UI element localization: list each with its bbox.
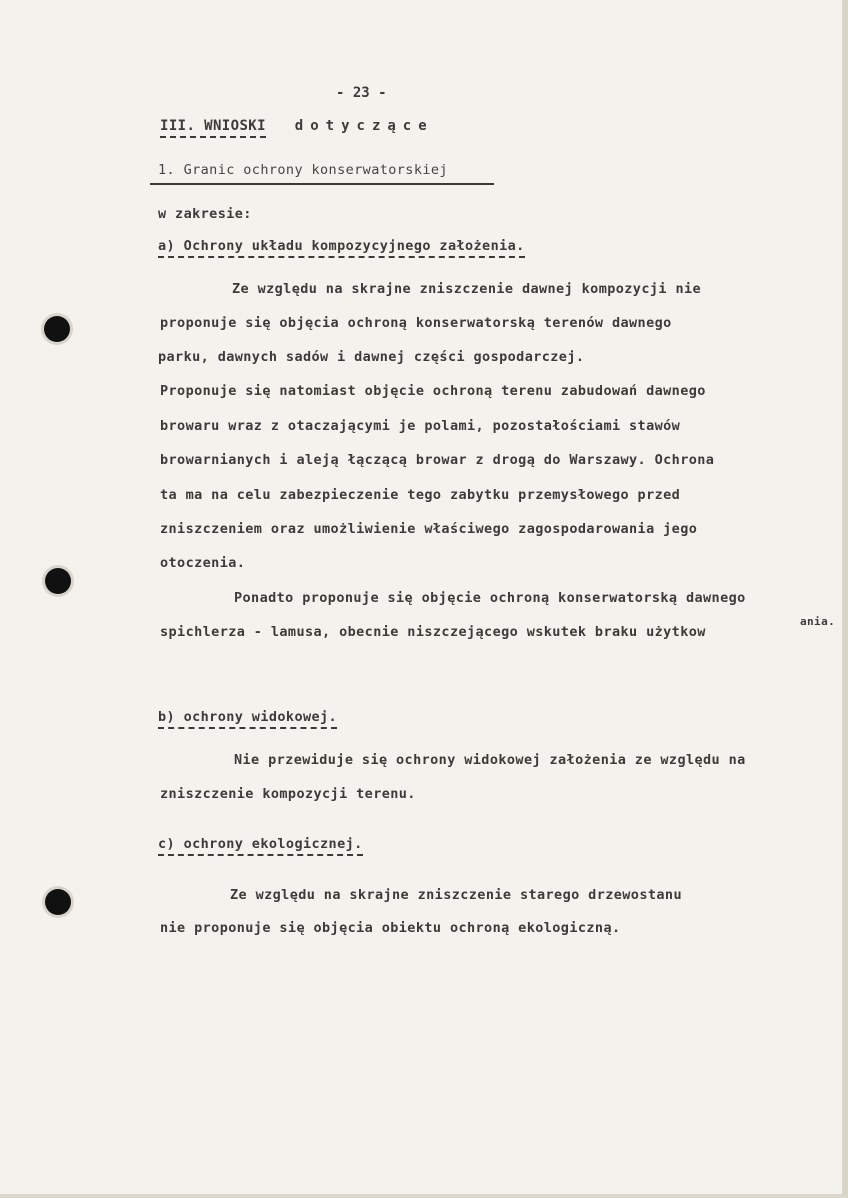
body-line: Nie przewiduje się ochrony widokowej założenia ze względu na — [234, 752, 746, 768]
body-line: zniszczeniem oraz umożliwienie właściwego zagospodarowania jego — [160, 521, 698, 537]
section-b-title: b) ochrony widokowej. — [158, 709, 337, 725]
body-line: browaru wraz z otaczającymi je polami, pozostałościami stawów — [160, 418, 681, 434]
body-line: browarnianych i aleją łączącą browar z drogą do Warszawy. Ochrona — [160, 452, 715, 468]
body-line: parku, dawnych sadów i dawnej części gospodarczej. — [158, 349, 585, 365]
body-line: Ze względu na skrajne zniszczenie dawnej kompozycji nie — [232, 281, 702, 297]
body-line-overtyped-ending: ania. — [800, 615, 836, 628]
section-c-title: c) ochrony ekologicznej. — [158, 836, 363, 852]
body-line: proponuje się objęcia ochroną konserwatorską terenów dawnego — [160, 315, 672, 331]
body-line: spichlerza - lamusa, obecnie niszczejącego wskutek braku użytkow — [160, 624, 706, 640]
scope-label: w zakresie: — [158, 206, 252, 222]
punch-hole — [44, 316, 70, 342]
body-line: otoczenia. — [160, 555, 246, 571]
chapter-heading — [160, 118, 434, 134]
chapter-heading-subject: dotyczące — [294, 118, 434, 134]
punch-hole — [45, 568, 71, 594]
body-line: Ze względu na skrajne zniszczenie starego drzewostanu — [230, 887, 682, 903]
punch-hole — [45, 889, 71, 915]
section-a-title: a) Ochrony układu kompozycyjnego założenia. — [158, 238, 525, 254]
body-line: zniszczenie kompozycji terenu. — [160, 786, 416, 802]
body-line: Proponuje się natomiast objęcie ochroną terenu zabudowań dawnego — [160, 383, 706, 399]
body-line: nie proponuje się objęcia obiektu ochroną ekologiczną. — [160, 920, 621, 936]
subheading-underline — [150, 183, 494, 185]
section-subheading: 1. Granic ochrony konserwatorskiej — [158, 162, 448, 178]
page-number: - 23 - — [336, 85, 387, 101]
chapter-heading-label: III. WNIOSKI — [160, 118, 266, 138]
body-line: Ponadto proponuje się objęcie ochroną konserwatorską dawnego — [234, 590, 746, 606]
body-line: ta ma na celu zabezpieczenie tego zabytku przemysłowego przed — [160, 487, 681, 503]
